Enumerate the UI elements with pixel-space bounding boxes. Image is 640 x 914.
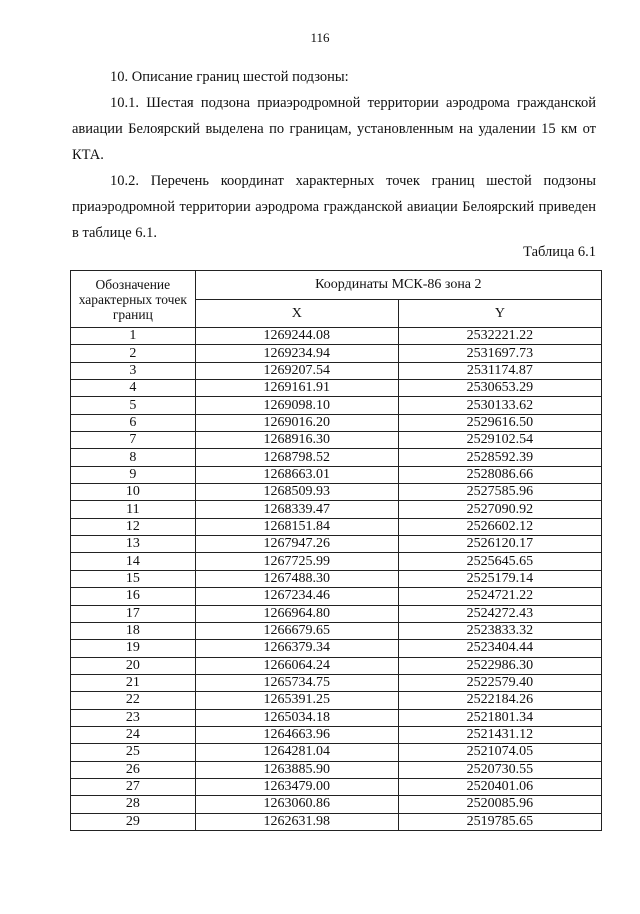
x-coordinate-cell: 1265391.25 — [195, 692, 398, 709]
y-coordinate-cell: 2525645.65 — [398, 553, 601, 570]
y-coordinate-cell: 2521431.12 — [398, 726, 601, 743]
table-row — [71, 501, 602, 518]
y-coordinate-cell: 2523404.44 — [398, 640, 601, 657]
y-coordinate-cell: 2522184.26 — [398, 692, 601, 709]
point-number-cell: 10 — [71, 484, 196, 501]
table-row — [71, 328, 602, 345]
x-coordinate-cell: 1269234.94 — [195, 345, 398, 362]
x-coordinate-cell: 1269098.10 — [195, 397, 398, 414]
point-number-cell: 13 — [71, 536, 196, 553]
x-coordinate-cell: 1263479.00 — [195, 778, 398, 795]
y-coordinate-cell: 2523833.32 — [398, 622, 601, 639]
point-number-cell: 15 — [71, 570, 196, 587]
point-number-cell: 18 — [71, 622, 196, 639]
point-number-cell: 2 — [71, 345, 196, 362]
x-coordinate-cell: 1267488.30 — [195, 570, 398, 587]
header-coordinates: Координаты МСК-86 зона 2 — [195, 271, 601, 300]
table-row — [71, 397, 602, 414]
table-row — [71, 709, 602, 726]
y-coordinate-cell: 2519785.65 — [398, 813, 601, 830]
y-coordinate-cell: 2522986.30 — [398, 657, 601, 674]
y-coordinate-cell: 2524721.22 — [398, 588, 601, 605]
y-coordinate-cell: 2520730.55 — [398, 761, 601, 778]
point-number-cell: 6 — [71, 414, 196, 431]
x-coordinate-cell: 1263060.86 — [195, 796, 398, 813]
point-number-cell: 25 — [71, 744, 196, 761]
table-row — [71, 657, 602, 674]
table-row — [71, 761, 602, 778]
y-coordinate-cell: 2520085.96 — [398, 796, 601, 813]
point-number-cell: 24 — [71, 726, 196, 743]
x-coordinate-cell: 1266064.24 — [195, 657, 398, 674]
x-coordinate-cell: 1269016.20 — [195, 414, 398, 431]
x-coordinate-cell: 1269161.91 — [195, 380, 398, 397]
x-coordinate-cell: 1269207.54 — [195, 362, 398, 379]
table-row — [71, 622, 602, 639]
table-row — [71, 692, 602, 709]
point-number-cell: 27 — [71, 778, 196, 795]
x-coordinate-cell: 1266379.34 — [195, 640, 398, 657]
point-number-cell: 17 — [71, 605, 196, 622]
y-coordinate-cell: 2521801.34 — [398, 709, 601, 726]
section-heading: 10. Описание границ шестой подзоны: — [110, 69, 349, 85]
point-number-cell: 20 — [71, 657, 196, 674]
table-row — [71, 640, 602, 657]
table-row — [71, 536, 602, 553]
y-coordinate-cell: 2532221.22 — [398, 328, 601, 345]
table-row — [71, 414, 602, 431]
table-row — [71, 432, 602, 449]
y-coordinate-cell: 2530133.62 — [398, 397, 601, 414]
x-coordinate-cell: 1268509.93 — [195, 484, 398, 501]
y-coordinate-cell: 2526120.17 — [398, 536, 601, 553]
point-number-cell: 1 — [71, 328, 196, 345]
y-coordinate-cell: 2529616.50 — [398, 414, 601, 431]
table-row — [71, 674, 602, 691]
paragraph-10-1: 10.1. Шестая подзона приаэродромной территории аэродрома гражданской авиации Белоярский выделена по границам, установленным на удалении 15 км от КТА. — [72, 95, 596, 163]
table-row — [71, 570, 602, 587]
table-row — [71, 726, 602, 743]
y-coordinate-cell: 2529102.54 — [398, 432, 601, 449]
y-coordinate-cell: 2526602.12 — [398, 518, 601, 535]
y-coordinate-cell: 2531174.87 — [398, 362, 601, 379]
x-coordinate-cell: 1268339.47 — [195, 501, 398, 518]
x-coordinate-cell: 1266679.65 — [195, 622, 398, 639]
table-row — [71, 345, 602, 362]
x-coordinate-cell: 1265034.18 — [195, 709, 398, 726]
table-row — [71, 588, 602, 605]
table-row — [71, 796, 602, 813]
y-coordinate-cell: 2530653.29 — [398, 380, 601, 397]
page-number: 116 — [310, 30, 330, 45]
x-coordinate-cell: 1268916.30 — [195, 432, 398, 449]
point-number-cell: 3 — [71, 362, 196, 379]
coordinates-table — [70, 270, 602, 831]
y-coordinate-cell: 2527090.92 — [398, 501, 601, 518]
y-coordinate-cell: 2528592.39 — [398, 449, 601, 466]
x-coordinate-cell: 1267234.46 — [195, 588, 398, 605]
point-number-cell: 12 — [71, 518, 196, 535]
y-coordinate-cell: 2520401.06 — [398, 778, 601, 795]
y-coordinate-cell: 2524272.43 — [398, 605, 601, 622]
point-number-cell: 26 — [71, 761, 196, 778]
y-coordinate-cell: 2527585.96 — [398, 484, 601, 501]
table-row — [71, 553, 602, 570]
table-row — [71, 778, 602, 795]
x-coordinate-cell: 1269244.08 — [195, 328, 398, 345]
table-row — [71, 380, 602, 397]
table-row — [71, 484, 602, 501]
point-number-cell: 5 — [71, 397, 196, 414]
point-number-cell: 23 — [71, 709, 196, 726]
x-coordinate-cell: 1268663.01 — [195, 466, 398, 483]
paragraph-10-2: 10.2. Перечень координат характерных точек границ шестой подзоны приаэродромной территории аэродрома гражданской авиации Белоярский приведен в таблице 6.1. — [72, 173, 596, 241]
point-number-cell: 21 — [71, 674, 196, 691]
point-number-cell: 7 — [71, 432, 196, 449]
point-number-cell: 4 — [71, 380, 196, 397]
table-row — [71, 518, 602, 535]
x-coordinate-cell: 1266964.80 — [195, 605, 398, 622]
point-number-cell: 11 — [71, 501, 196, 518]
table-row — [71, 605, 602, 622]
y-coordinate-cell: 2531697.73 — [398, 345, 601, 362]
y-coordinate-cell: 2528086.66 — [398, 466, 601, 483]
x-coordinate-cell: 1267725.99 — [195, 553, 398, 570]
table-row — [71, 744, 602, 761]
table-row — [71, 466, 602, 483]
point-number-cell: 14 — [71, 553, 196, 570]
header-y: Y — [398, 300, 601, 328]
x-coordinate-cell: 1264663.96 — [195, 726, 398, 743]
header-x: X — [195, 300, 398, 328]
point-number-cell: 9 — [71, 466, 196, 483]
header-point-designation: Обозначение характерных точек границ — [71, 271, 196, 328]
table-caption: Таблица 6.1 — [523, 244, 596, 260]
y-coordinate-cell: 2522579.40 — [398, 674, 601, 691]
point-number-cell: 19 — [71, 640, 196, 657]
point-number-cell: 29 — [71, 813, 196, 830]
point-number-cell: 22 — [71, 692, 196, 709]
point-number-cell: 8 — [71, 449, 196, 466]
point-number-cell: 28 — [71, 796, 196, 813]
x-coordinate-cell: 1267947.26 — [195, 536, 398, 553]
x-coordinate-cell: 1265734.75 — [195, 674, 398, 691]
y-coordinate-cell: 2521074.05 — [398, 744, 601, 761]
point-number-cell: 16 — [71, 588, 196, 605]
table-row — [71, 813, 602, 830]
x-coordinate-cell: 1263885.90 — [195, 761, 398, 778]
table-row — [71, 362, 602, 379]
table-row — [71, 449, 602, 466]
x-coordinate-cell: 1262631.98 — [195, 813, 398, 830]
y-coordinate-cell: 2525179.14 — [398, 570, 601, 587]
x-coordinate-cell: 1268798.52 — [195, 449, 398, 466]
table-body — [71, 328, 602, 831]
x-coordinate-cell: 1264281.04 — [195, 744, 398, 761]
x-coordinate-cell: 1268151.84 — [195, 518, 398, 535]
